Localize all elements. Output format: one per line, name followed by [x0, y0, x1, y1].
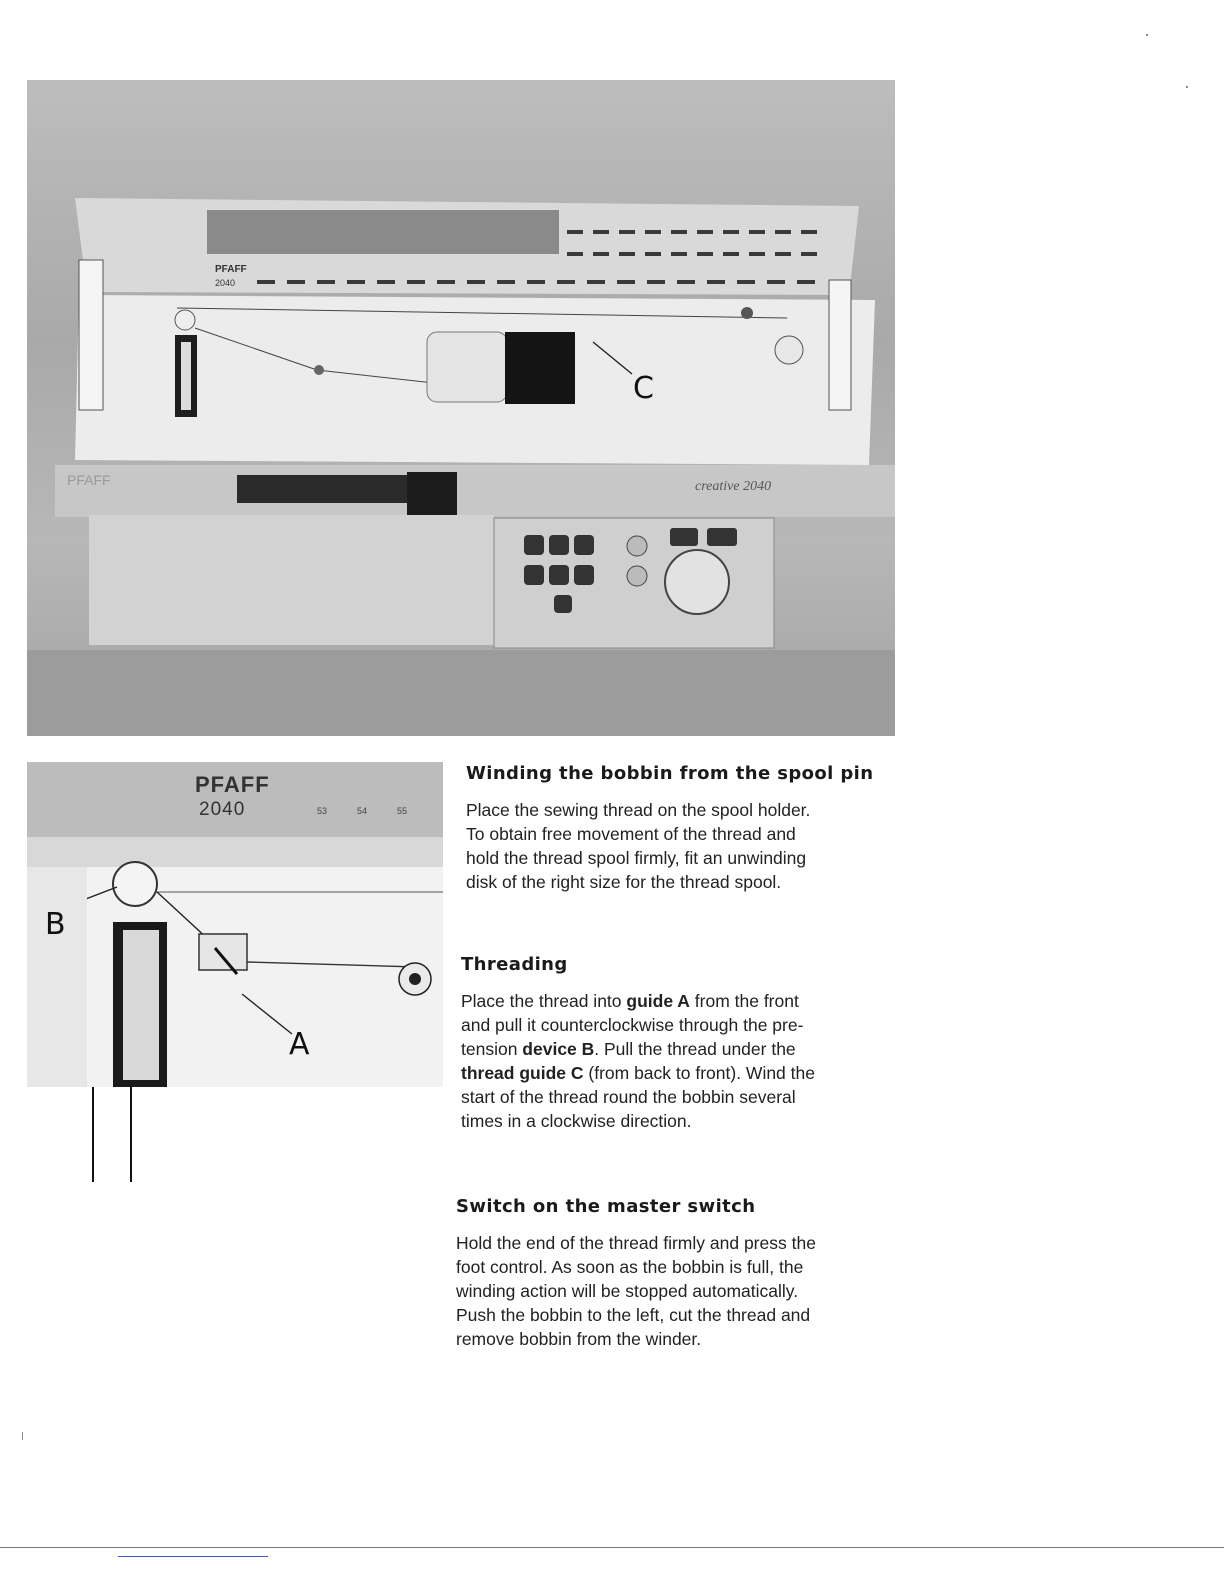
switch-line-1: Hold the end of the thread firmly and press the	[456, 1233, 816, 1253]
threading-text-3: and pull it counterclockwise through the pre-	[461, 1015, 804, 1035]
threading-body	[461, 989, 881, 1133]
threading-text-6: (from back to front). Wind the	[583, 1063, 815, 1083]
lid-left-hinge	[79, 260, 103, 410]
pretension-disk	[175, 310, 195, 330]
threading-bold-guide-a: guide A	[626, 991, 690, 1011]
winding-line-3: hold the thread spool firmly, fit an unwinding	[466, 848, 807, 868]
threading-bold-guide-c: thread guide C	[461, 1063, 584, 1083]
winding-line-4: disk of the right size for the thread spool.	[466, 872, 782, 892]
stitch-number-55: 55	[397, 806, 408, 816]
lid-brand-label: PFAFF	[215, 264, 247, 275]
scan-speck	[22, 1432, 23, 1440]
heading-threading: Threading	[461, 954, 568, 975]
section-master-switch	[456, 1196, 876, 1351]
pretension-device-b	[113, 862, 157, 906]
detail-thread-to-c	[247, 962, 417, 967]
footer-rule	[0, 1547, 1224, 1548]
master-switch-body	[456, 1231, 876, 1351]
callout-c-label: C	[633, 371, 654, 406]
callout-a-label: A	[289, 1027, 310, 1062]
switch-line-4: Push the bobbin to the left, cut the thread and	[456, 1305, 811, 1325]
threading-bold-device-b: device B	[522, 1039, 595, 1059]
scan-speck	[1146, 34, 1148, 36]
section-threading	[461, 954, 881, 1133]
spool-pin-holder	[775, 336, 803, 364]
thread-guide-small	[314, 365, 324, 375]
switch-line-5: remove bobbin from the winder.	[456, 1329, 702, 1349]
detail-left-surface	[27, 867, 87, 1087]
threading-text-1: Place the thread into	[461, 991, 627, 1011]
section-winding-bobbin	[466, 763, 886, 894]
lid-model-label: 2040	[215, 278, 236, 288]
thread-spool	[505, 332, 575, 404]
machine-front-cover	[89, 515, 494, 645]
detail-model-label: 2040	[199, 799, 246, 820]
switch-line-2: foot control. As soon as the bobbin is full, the	[456, 1257, 804, 1277]
thread-guide-c-center	[409, 973, 421, 985]
threading-text-7: start of the thread round the bobbin several	[461, 1087, 796, 1107]
scan-speck	[1186, 86, 1188, 88]
threading-text-5: . Pull the thread under the	[594, 1039, 796, 1059]
winding-bobbin-body	[466, 798, 886, 894]
bobbin-winder-slot-detail	[123, 930, 159, 1080]
panel-knob-1	[627, 536, 647, 556]
stitch-number-53: 53	[317, 806, 328, 816]
detail-brand-label: PFAFF	[195, 772, 270, 797]
detail-lid-edge	[27, 837, 443, 867]
threading-text-4: tension	[461, 1039, 523, 1059]
stitch-selector-dial	[665, 550, 729, 614]
switch-line-3: winding action will be stopped automatically.	[456, 1281, 799, 1301]
winder-leg-right	[130, 1087, 132, 1182]
table-surface	[27, 650, 895, 736]
front-model-script: creative 2040	[695, 479, 772, 494]
threading-detail-photo	[27, 762, 443, 1087]
threading-text-2: from the front	[689, 991, 799, 1011]
front-brand-label: PFAFF	[67, 472, 111, 488]
spool-body	[427, 332, 507, 402]
callout-a-leader	[242, 994, 292, 1034]
heading-master-switch: Switch on the master switch	[456, 1196, 756, 1217]
winder-leg-left	[92, 1087, 94, 1182]
footer-mark	[118, 1556, 268, 1557]
thread-guide-c	[741, 307, 753, 319]
callout-b-label: B	[45, 907, 66, 942]
display-buttons	[407, 472, 457, 516]
threading-text-8: times in a clockwise direction.	[461, 1111, 692, 1131]
threading-detail-illustration	[27, 762, 443, 1087]
guide-a	[199, 934, 247, 970]
lid-right-hinge	[829, 280, 851, 410]
stitch-chart-dark-block	[207, 210, 559, 254]
sewing-machine-top-photo	[27, 80, 895, 736]
winding-line-2: To obtain free movement of the thread and	[466, 824, 796, 844]
machine-display	[237, 475, 407, 503]
winding-line-1: Place the sewing thread on the spool holder.	[466, 800, 811, 820]
heading-winding-bobbin: Winding the bobbin from the spool pin	[466, 763, 874, 784]
sewing-machine-illustration	[27, 80, 895, 736]
stitch-number-54: 54	[357, 806, 368, 816]
bobbin-winder-inner	[181, 342, 191, 410]
panel-knob-2	[627, 566, 647, 586]
